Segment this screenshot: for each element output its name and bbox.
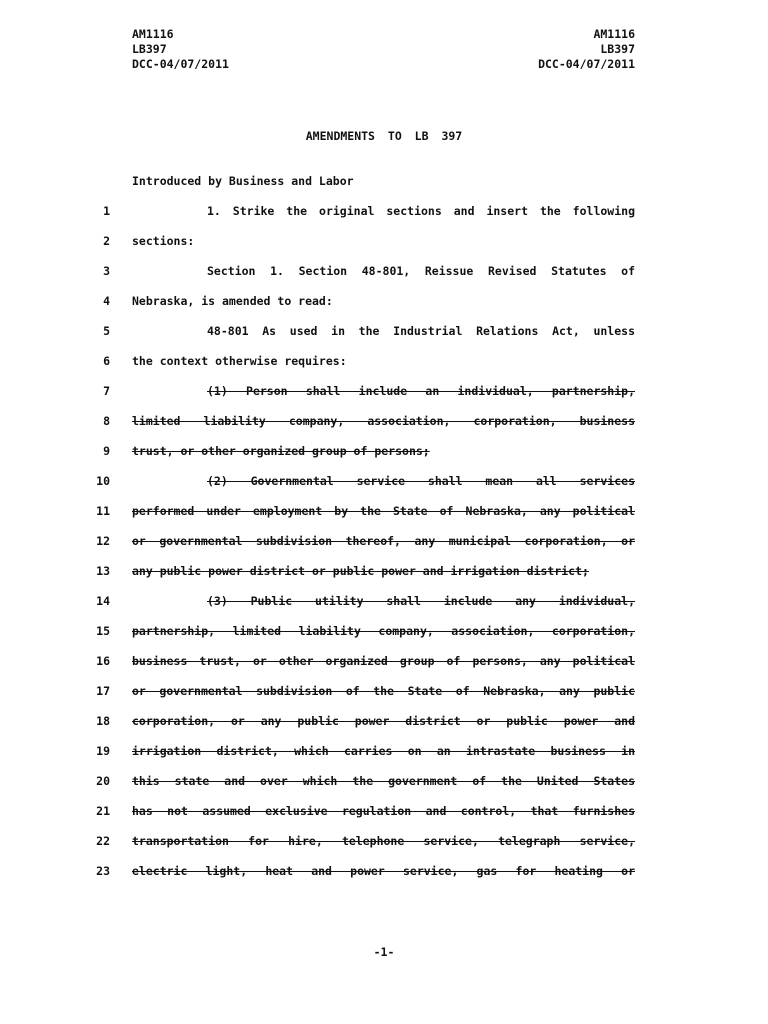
stricken-text: trust, or other organized group of persons; <box>132 444 430 458</box>
text-line <box>0 534 768 564</box>
text-line <box>0 864 768 894</box>
header-bill-number: LB397 <box>600 42 635 56</box>
page-number: -1- <box>373 945 395 959</box>
text-line <box>0 624 768 654</box>
stricken-text: performed under employment by the State of Nebraska, any political <box>132 504 635 518</box>
text-line <box>0 564 768 594</box>
text-line <box>0 504 768 534</box>
stricken-text: (1) Person shall include an individual, partnership, <box>207 384 635 398</box>
line-number: 16 <box>96 654 110 668</box>
line-number: 7 <box>103 384 110 398</box>
text-line <box>0 414 768 444</box>
line-number: 15 <box>96 624 110 638</box>
line-number: 19 <box>96 744 110 758</box>
introduced-by: Introduced by Business and Labor <box>132 174 354 188</box>
stricken-text: irrigation district, which carries on an intrastate business in <box>132 744 635 758</box>
text-line <box>0 684 768 714</box>
stricken-text: or governmental subdivision thereof, any municipal corporation, or <box>132 534 635 548</box>
text-line <box>0 594 768 624</box>
text-line <box>0 354 768 384</box>
text-line <box>0 654 768 684</box>
line-number: 23 <box>96 864 110 878</box>
stricken-text: this state and over which the government of the United States <box>132 774 635 788</box>
line-text: Nebraska, is amended to read: <box>132 294 333 308</box>
line-text: the context otherwise requires: <box>132 354 347 368</box>
text-line <box>0 834 768 864</box>
stricken-text: any public power district or public power and irrigation district; <box>132 564 589 578</box>
text-line <box>0 204 768 234</box>
line-number: 4 <box>103 294 110 308</box>
text-line <box>0 474 768 504</box>
line-number: 10 <box>96 474 110 488</box>
header-left <box>132 27 229 72</box>
stricken-text: (2) Governmental service shall mean all services <box>207 474 635 488</box>
line-text: sections: <box>132 234 195 248</box>
text-line <box>0 294 768 324</box>
text-line <box>0 804 768 834</box>
line-number: 6 <box>103 354 110 368</box>
text-line <box>0 714 768 744</box>
text-line <box>0 234 768 264</box>
line-text: 1. Strike the original sections and insert the following <box>207 204 635 218</box>
header-amendment-number: AM1116 <box>132 27 174 41</box>
text-line <box>0 774 768 804</box>
line-number: 17 <box>96 684 110 698</box>
text-line <box>0 444 768 474</box>
text-line <box>0 264 768 294</box>
stricken-text: partnership, limited liability company, association, corporation, <box>132 624 635 638</box>
amendment-text <box>0 204 768 894</box>
line-number: 13 <box>96 564 110 578</box>
text-line <box>0 324 768 354</box>
header-amendment-number: AM1116 <box>593 27 635 41</box>
line-number: 1 <box>103 204 110 218</box>
stricken-text: or governmental subdivision of the State of Nebraska, any public <box>132 684 635 698</box>
stricken-text: business trust, or other organized group of persons, any political <box>132 654 635 668</box>
line-number: 2 <box>103 234 110 248</box>
header-bill-number: LB397 <box>132 42 167 56</box>
line-number: 8 <box>103 414 110 428</box>
text-line <box>0 384 768 414</box>
stricken-text: transportation for hire, telephone service, telegraph service, <box>132 834 635 848</box>
line-number: 12 <box>96 534 110 548</box>
header-date-code: DCC-04/07/2011 <box>538 57 635 71</box>
stricken-text: (3) Public utility shall include any individual, <box>207 594 635 608</box>
header-date-code: DCC-04/07/2011 <box>132 57 229 71</box>
line-number: 11 <box>96 504 110 518</box>
line-text: 48-801 As used in the Industrial Relations Act, unless <box>207 324 635 338</box>
line-number: 14 <box>96 594 110 608</box>
line-number: 21 <box>96 804 110 818</box>
line-text: Section 1. Section 48-801, Reissue Revised Statutes of <box>207 264 635 278</box>
line-number: 3 <box>103 264 110 278</box>
header-right <box>538 27 635 72</box>
stricken-text: limited liability company, association, corporation, business <box>132 414 635 428</box>
stricken-text: electric light, heat and power service, gas for heating or <box>132 864 635 878</box>
text-line <box>0 744 768 774</box>
line-number: 20 <box>96 774 110 788</box>
line-number: 9 <box>103 444 110 458</box>
line-number: 5 <box>103 324 110 338</box>
stricken-text: corporation, or any public power district or public power and <box>132 714 635 728</box>
line-number: 22 <box>96 834 110 848</box>
document-title: AMENDMENTS TO LB 397 <box>305 129 463 143</box>
stricken-text: has not assumed exclusive regulation and control, that furnishes <box>132 804 635 818</box>
line-number: 18 <box>96 714 110 728</box>
